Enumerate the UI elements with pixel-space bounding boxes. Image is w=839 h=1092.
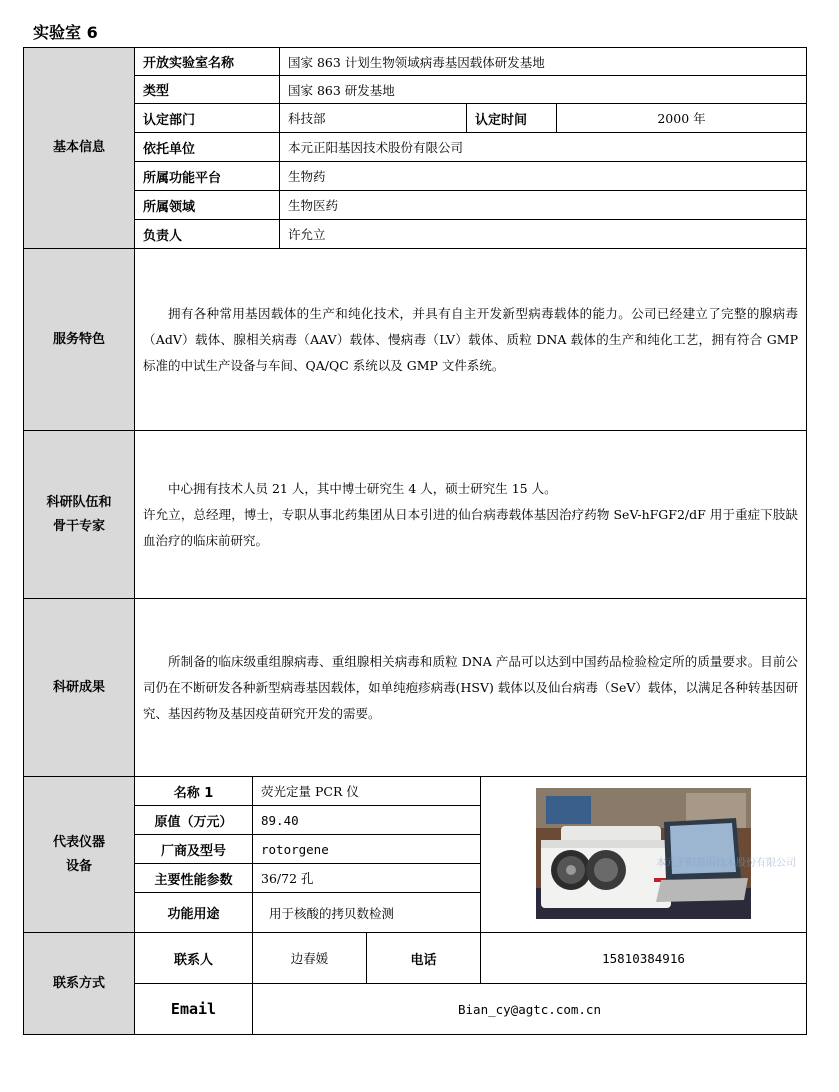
time-value: 2000 年 (556, 103, 807, 133)
section-contact-label: 联系方式 (52, 975, 105, 991)
instrument-price-label: 原值（万元） (134, 805, 253, 835)
section-basic-info (23, 47, 135, 249)
field-value: 生物医药 (279, 190, 807, 220)
host-label: 依托单位 (134, 132, 280, 162)
section-service-label: 服务特色 (52, 331, 105, 347)
lab-name-label: 开放实验室名称 (134, 47, 280, 76)
time-label: 认定时间 (466, 103, 557, 133)
section-instrument-label-line1: 代表仪器 (52, 834, 105, 850)
service-text-cell (134, 248, 807, 431)
instrument-maker-value: rotorgene (252, 834, 481, 864)
type-label: 类型 (134, 75, 280, 104)
section-team-label-line2: 骨干专家 (52, 518, 105, 534)
service-text: 拥有各种常用基因载体的生产和纯化技术，并具有自主开发新型病毒载体的能力。公司已经建立了完整的腺病毒（AdV）载体、腺相关病毒（AAV）载体、慢病毒（LV）载体、质粒 DNA 载体的生产和纯化工艺，拥有符合 GMP 标准的中试生产设备与车间、QA/QC 系统以及 GMP 文件系统。 (143, 305, 798, 373)
field-label: 所属领域 (134, 190, 280, 220)
contact-phone-value: 15810384916 (480, 932, 807, 984)
instrument-name-value: 荧光定量 PCR 仪 (252, 776, 481, 806)
section-results-label: 科研成果 (52, 679, 105, 695)
results-text: 所制备的临床级重组腺病毒、重组腺相关病毒和质粒 DNA 产品可以达到中国药品检验检定所的质量要求。目前公司仍在不断研发各种新型病毒基因载体，如单纯疱疹病毒(HSV) 载体以及仙台病毒（SeV）载体，以满足各种转基因研究、基因药物及基因疫苗研究开发的需要。 (143, 653, 798, 721)
platform-value: 生物药 (279, 161, 807, 191)
instrument-use-value: 用于核酸的拷贝数检测 (252, 892, 481, 933)
dept-label: 认定部门 (134, 103, 280, 133)
instrument-maker-label: 厂商及型号 (134, 834, 253, 864)
instrument-name-label: 名称 1 (134, 776, 253, 806)
platform-label: 所属功能平台 (134, 161, 280, 191)
contact-email-label: Email (134, 983, 253, 1035)
instrument-params-value: 36/72 孔 (252, 863, 481, 893)
instrument-params-label: 主要性能参数 (134, 863, 253, 893)
photo-watermark: 本元正阳基因技术股份有限公司 (656, 858, 796, 869)
contact-email-value: Bian_cy@agtc.com.cn (252, 983, 807, 1035)
section-service (23, 248, 135, 431)
section-instrument (23, 776, 135, 933)
host-value: 本元正阳基因技术股份有限公司 (279, 132, 807, 162)
page-title: 实验室 6 (33, 23, 98, 42)
team-text-1: 中心拥有技术人员 21 人，其中博士研究生 4 人，硕士研究生 15 人。 (168, 480, 557, 496)
section-results (23, 598, 135, 777)
team-text-2: 许允立，总经理，博士，专职从事北药集团从日本引进的仙台病毒载体基因治疗药物 SeV-hFGF2/dF 用于重症下肢缺血治疗的临床前研究。 (143, 506, 798, 548)
contact-phone-label: 电话 (366, 932, 481, 984)
pcr-instrument-photo (536, 788, 796, 919)
leader-value: 许允立 (279, 219, 807, 249)
leader-label: 负责人 (134, 219, 280, 249)
section-instrument-label-line2: 设备 (65, 858, 92, 874)
instrument-price-value: 89.40 (252, 805, 481, 835)
team-text-cell (134, 430, 807, 599)
lab-name-value: 国家 863 计划生物领域病毒基因载体研发基地 (279, 47, 807, 76)
section-contact (23, 932, 135, 1035)
instrument-use-label: 功能用途 (134, 892, 253, 933)
section-basic-info-label: 基本信息 (52, 140, 105, 155)
dept-value: 科技部 (279, 103, 467, 133)
section-team-label-line1: 科研队伍和 (46, 494, 112, 510)
contact-person-label: 联系人 (134, 932, 253, 984)
instrument-photo-cell (480, 776, 807, 933)
results-text-cell (134, 598, 807, 777)
type-value: 国家 863 研发基地 (279, 75, 807, 104)
section-team (23, 430, 135, 599)
contact-person-value: 边春媛 (252, 932, 367, 984)
